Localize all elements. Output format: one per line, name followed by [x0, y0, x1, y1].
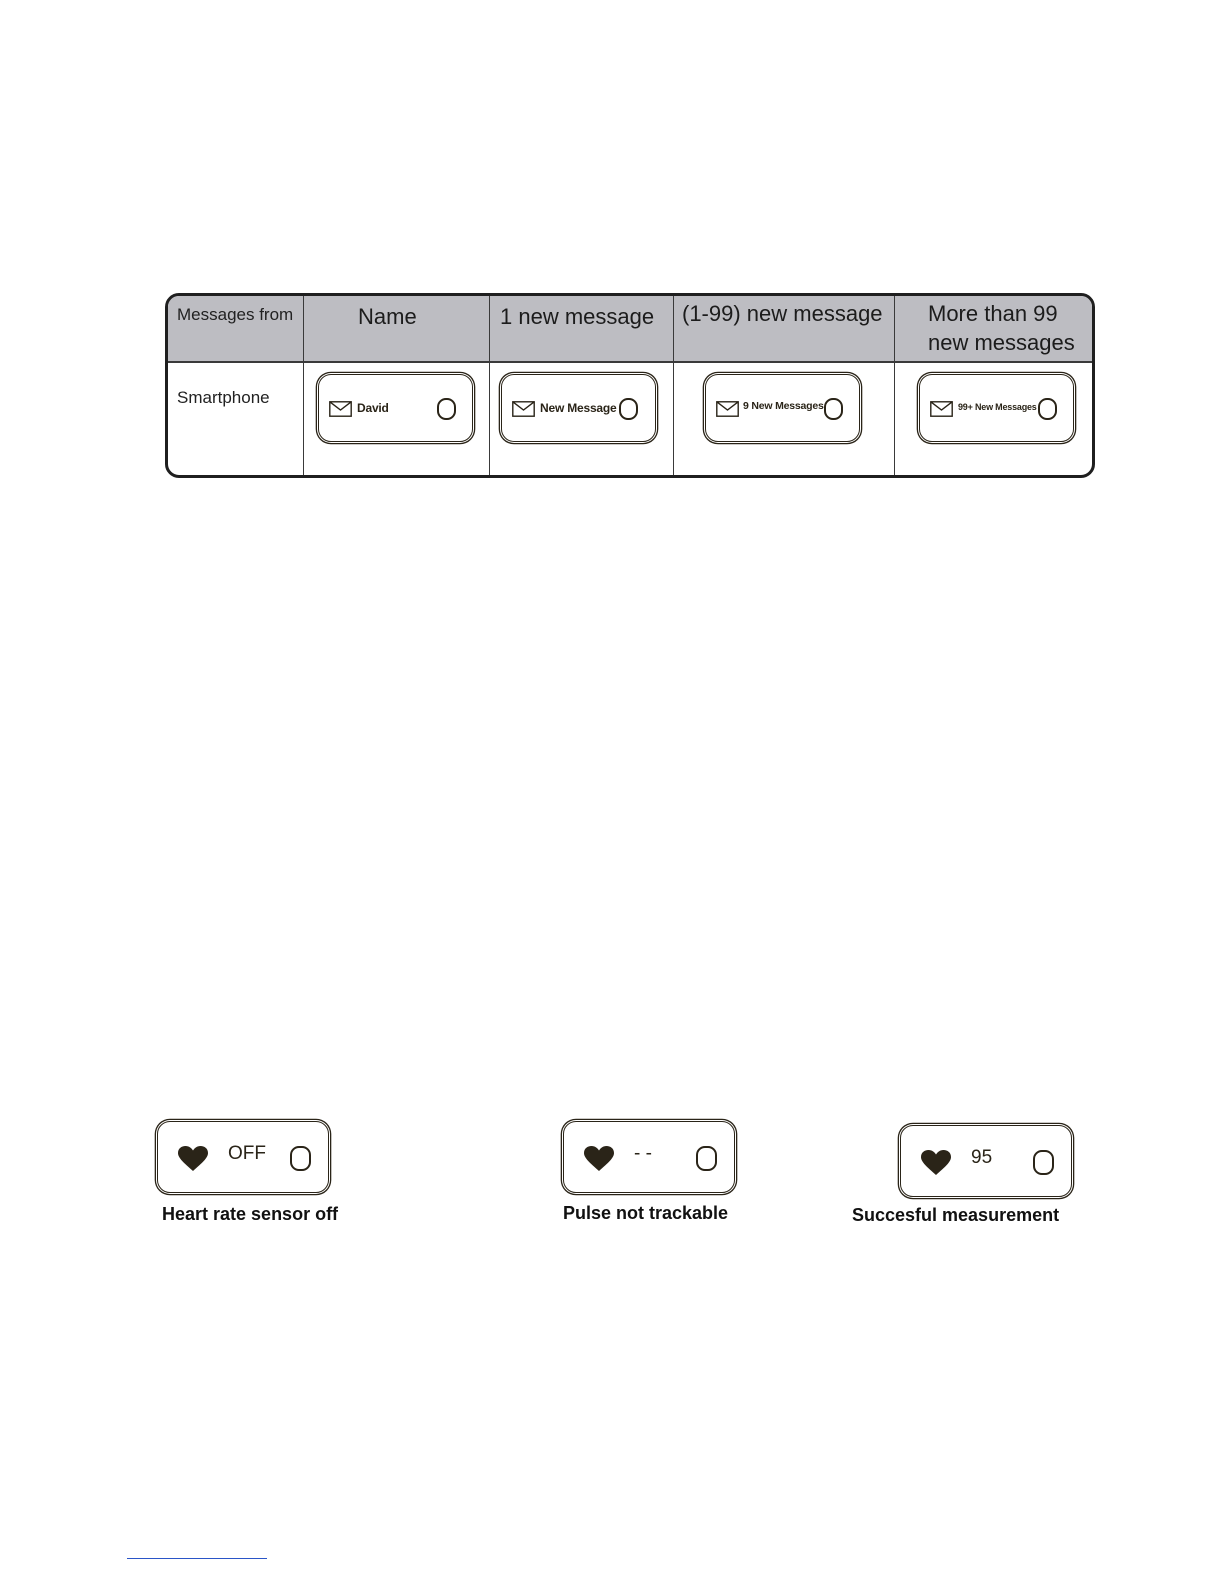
- envelope-icon: [930, 401, 953, 417]
- button-ring-icon: [824, 398, 843, 420]
- envelope-icon: [716, 401, 739, 417]
- heart-rate-value: 95: [971, 1147, 993, 1168]
- heart-icon: [178, 1146, 208, 1172]
- band-text: New Message: [540, 401, 617, 415]
- heart-icon: [584, 1146, 614, 1172]
- caption-successful-measurement: Succesful measurement: [852, 1205, 1060, 1225]
- button-ring-icon: [1033, 1150, 1054, 1175]
- heart-rate-value: - -: [634, 1143, 652, 1164]
- band-display-one-message: [501, 374, 656, 442]
- messages-table: [165, 293, 1095, 478]
- heart-rate-display-not-trackable: [563, 1121, 735, 1193]
- row-label-smartphone: Smartphone: [177, 388, 270, 407]
- band-text: 99+ New Messages: [958, 402, 1037, 412]
- caption-heart-rate-off: Heart rate sensor off: [162, 1204, 339, 1224]
- button-ring-icon: [1038, 398, 1057, 420]
- heart-rate-display-off: [157, 1121, 329, 1193]
- envelope-icon: [329, 401, 352, 417]
- table-divider: [489, 296, 490, 475]
- button-ring-icon: [437, 398, 456, 420]
- header-name: Name: [358, 304, 417, 329]
- band-text: 9 New Messages: [743, 400, 824, 412]
- caption-pulse-not-trackable: Pulse not trackable: [563, 1203, 729, 1223]
- button-ring-icon: [619, 398, 638, 420]
- heart-icon: [921, 1150, 951, 1176]
- band-display-range-messages: [705, 374, 860, 442]
- heart-rate-display-measurement: [900, 1125, 1072, 1197]
- header-more-than-99-line2: new messages: [928, 330, 1075, 355]
- header-one-new-message: 1 new message: [500, 304, 655, 329]
- header-more-than-99: [928, 299, 1075, 357]
- heart-rate-value: OFF: [228, 1143, 266, 1164]
- header-range-new-message: (1-99) new message: [682, 301, 883, 326]
- band-text: David: [357, 401, 389, 415]
- table-divider: [894, 296, 895, 475]
- table-divider: [673, 296, 674, 475]
- header-more-than-99-line1: More than 99: [928, 301, 1058, 326]
- button-ring-icon: [290, 1146, 311, 1171]
- band-display-name: [318, 374, 473, 442]
- footer-link-underline[interactable]: [127, 1558, 267, 1559]
- header-messages-from: Messages from: [177, 305, 294, 324]
- button-ring-icon: [696, 1146, 717, 1171]
- band-display-over-99: [919, 374, 1074, 442]
- envelope-icon: [512, 401, 535, 417]
- table-divider: [303, 296, 304, 475]
